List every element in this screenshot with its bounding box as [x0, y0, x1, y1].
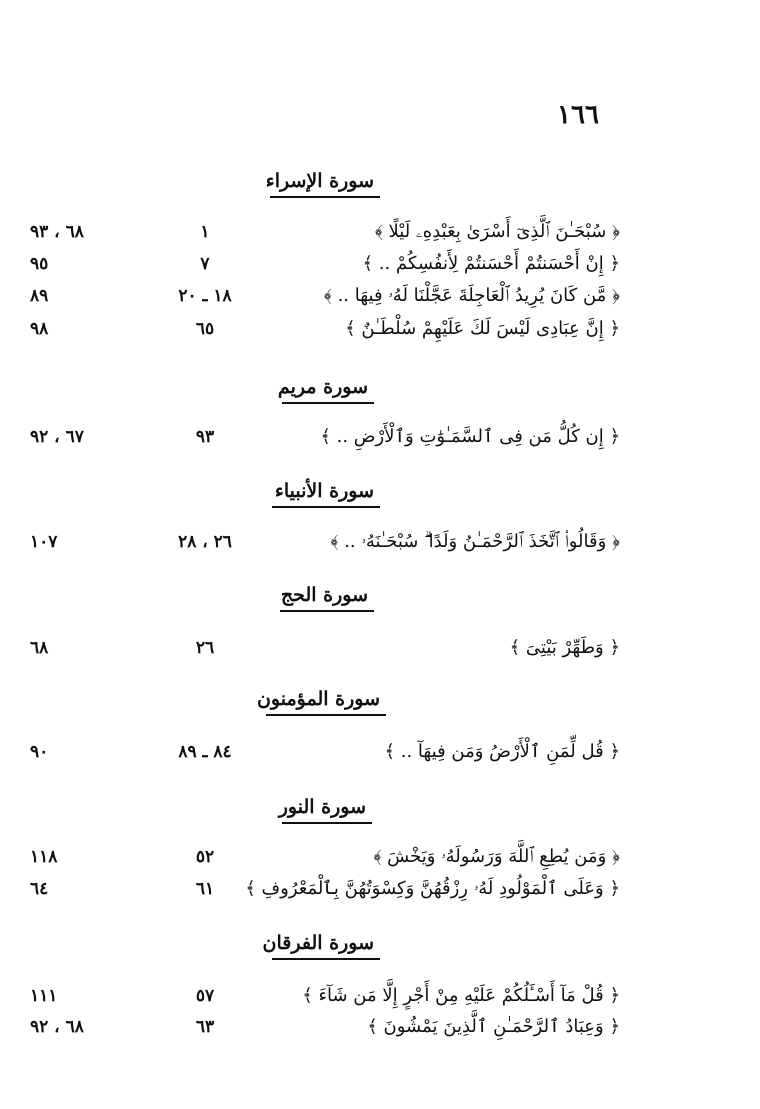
verse-text: ﴿ مَّن كَانَ يُرِيدُ ٱلْعَاجِلَةَ عَجَّلْنَا لَهُۥ فِيهَا .. ﴾	[323, 285, 620, 306]
page-number: ١٦٦	[557, 100, 599, 130]
ayah-number: ٦١	[195, 879, 215, 899]
index-entry	[0, 738, 760, 766]
ayah-number: ٦٥	[195, 319, 215, 339]
surah-title-al-furqan: سورة الفرقان	[272, 932, 380, 960]
index-entry	[0, 250, 760, 278]
page-reference: ٦٧ ، ٩٢	[30, 427, 84, 447]
index-entry	[0, 423, 760, 451]
verse-text: ﴿ وَقَالُوا۟ ٱتَّخَذَ ٱلرَّحْمَـٰنُ وَلَدًا ۗ سُبْحَـٰنَهُۥ .. ﴾	[330, 531, 620, 552]
ayah-number: ٥٢	[195, 847, 215, 867]
page-reference: ٦٨	[30, 638, 49, 658]
verse-text: ﴿ قُلْ مَآ أَسْـَٔلُكُمْ عَلَيْهِ مِنْ أَجْرٍ إِلَّا مَن شَآءَ ﴾	[302, 985, 620, 1006]
index-entry	[0, 843, 760, 871]
verse-text: ﴿ وَمَن يُطِعِ ٱللَّهَ وَرَسُولَهُۥ وَيَخْشَ ﴾	[373, 846, 620, 867]
index-entry	[0, 315, 760, 343]
surah-title-an-nur: سورة النور	[282, 796, 372, 824]
verse-text: ﴿ إِنْ أَحْسَنتُمْ أَحْسَنتُمْ لِأَنفُسِكُمْ .. ﴾	[362, 253, 620, 274]
page-reference: ١٠٧	[30, 532, 58, 552]
surah-title-al-anbiya: سورة الأنبياء	[272, 480, 380, 508]
ayah-number: ٦٣	[195, 1017, 215, 1037]
ayah-number: ٧	[200, 254, 210, 274]
verse-text: ﴿ سُبْحَـٰنَ ٱلَّذِىٓ أَسْرَىٰ بِعَبْدِهِۦ لَيْلًا ﴾	[374, 221, 620, 242]
ayah-number: ١٨ ـ ٢٠	[178, 286, 232, 306]
verse-text: ﴿ قُل لِّمَنِ ٱلْأَرْضُ وَمَن فِيهَآ .. ﴾	[384, 741, 620, 762]
ayah-number: ٨٤ ـ ٨٩	[178, 742, 232, 762]
index-entry	[0, 982, 760, 1010]
surah-title-al-isra: سورة الإسراء	[270, 170, 380, 198]
ayah-number: ٢٦	[195, 638, 215, 658]
index-entry	[0, 282, 760, 310]
page-reference: ٦٨ ، ٩٢	[30, 1017, 84, 1037]
verse-text: ﴿ وَعَلَى ٱلْمَوْلُودِ لَهُۥ رِزْقُهُنَّ وَكِسْوَتُهُنَّ بِٱلْمَعْرُوفِ ﴾	[245, 878, 620, 899]
surah-title-al-hajj: سورة الحج	[280, 584, 374, 612]
page-reference: ٩٨	[30, 319, 49, 339]
index-entry	[0, 634, 760, 662]
page-reference: ٨٩	[30, 286, 49, 306]
page-reference: ١١١	[30, 986, 58, 1006]
page-reference: ٩٥	[30, 254, 49, 274]
surah-title-al-muminun: سورة المؤمنون	[266, 688, 386, 716]
index-entry	[0, 218, 760, 246]
page-reference: ٩٠	[30, 742, 49, 762]
ayah-number: ٥٧	[195, 986, 215, 1006]
index-entry	[0, 1013, 760, 1041]
ayah-number: ١	[200, 222, 210, 242]
page-reference: ١١٨	[30, 847, 58, 867]
page-reference: ٦٨ ، ٩٣	[30, 222, 84, 242]
ayah-number: ٩٣	[195, 427, 215, 447]
verse-text: ﴿ إِنَّ عِبَادِى لَيْسَ لَكَ عَلَيْهِمْ سُلْطَـٰنٌ ﴾	[345, 318, 620, 339]
verse-text: ﴿ إِن كُلُّ مَن فِى ٱلسَّمَـٰوَٰتِ وَٱلْأَرْضِ .. ﴾	[320, 426, 620, 447]
verse-text: ﴿ وَطَهِّرْ بَيْتِىَ ﴾	[509, 637, 620, 658]
surah-title-maryam: سورة مريم	[282, 376, 374, 404]
index-entry	[0, 528, 760, 556]
ayah-number: ٢٦ ، ٢٨	[178, 532, 232, 552]
index-entry	[0, 875, 760, 903]
verse-text: ﴿ وَعِبَادُ ٱلرَّحْمَـٰنِ ٱلَّذِينَ يَمْشُونَ ﴾	[367, 1016, 620, 1037]
page-reference: ٦٤	[30, 879, 49, 899]
